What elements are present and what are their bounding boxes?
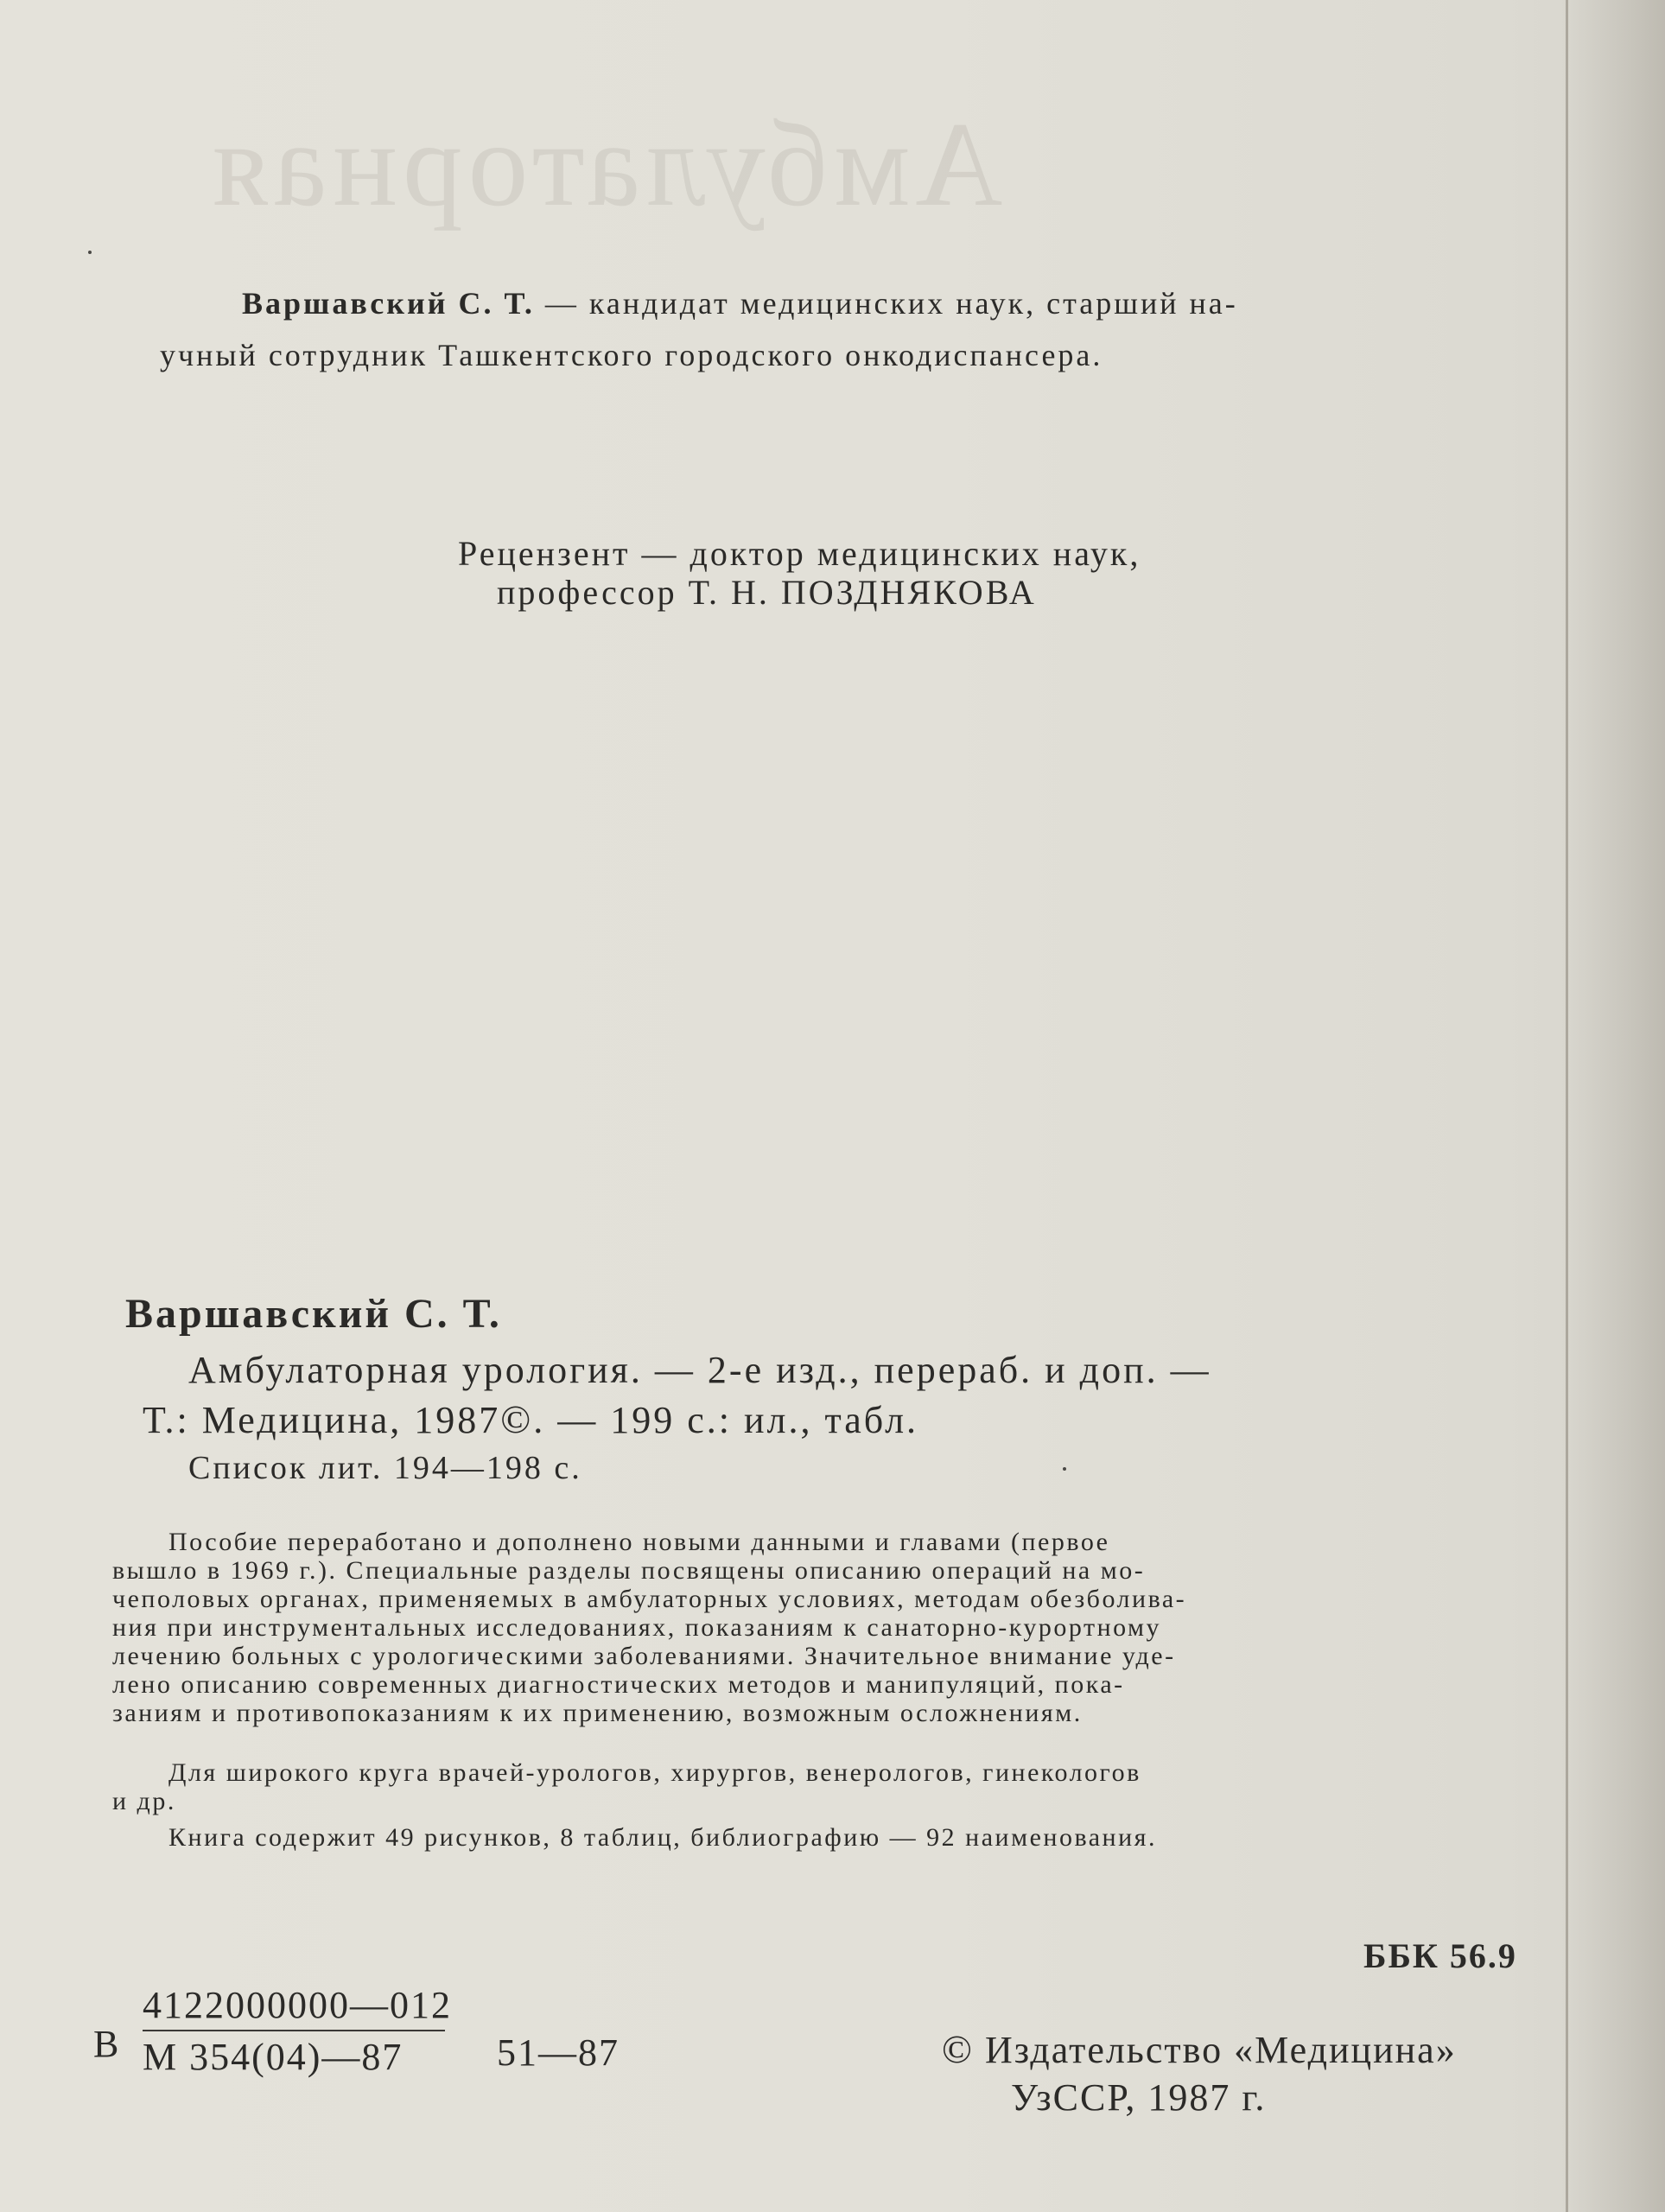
- footer-publisher-line-2: УзССР, 1987 г.: [1011, 2076, 1267, 2119]
- show-through-title: Амбулаторная: [207, 98, 1003, 232]
- abstract-line: вышло в 1969 г.). Специальные разделы посвящены описанию операций на мо-: [112, 1556, 1146, 1585]
- abstract-line: Для широкого круга врачей-урологов, хирургов, венерологов, гинекологов: [168, 1758, 1141, 1787]
- footer-publisher-line-1: [942, 2026, 1457, 2072]
- biblio-line-1: Амбулаторная урология. — 2-е изд., перераб. и доп. —: [188, 1349, 1211, 1391]
- abstract-line: заниям и противопоказаниям к их применению, возможным осложнениям.: [112, 1699, 1083, 1727]
- paper-speck: [1063, 1467, 1066, 1471]
- biblio-author: Варшавский С. Т.: [125, 1291, 502, 1337]
- copyright-icon: ©: [942, 2027, 974, 2071]
- bbk-index: ББК 56.9: [1363, 1936, 1517, 1975]
- abstract-line: ния при инструментальных исследованиях, показаниям к санаторно-курортному: [112, 1613, 1162, 1642]
- abstract-line: чеполовых органах, применяемых в амбулаторных условиях, методам обезболива-: [112, 1585, 1187, 1613]
- page-edge-shadow: [1561, 0, 1665, 2212]
- biblio-line-2: [143, 1396, 918, 1442]
- publisher-name: Издательство «Медицина»: [984, 2029, 1457, 2071]
- footer-letter: В: [93, 2023, 121, 2065]
- biblio-publisher: Т.: Медицина, 1987: [143, 1399, 501, 1441]
- footer-code: 51—87: [497, 2031, 620, 2074]
- abstract-line: лечению больных с урологическими заболеваниями. Значительное внимание уде-: [112, 1642, 1176, 1670]
- abstract-line: лено описанию современных диагностических методов и манипуляций, пока-: [112, 1670, 1125, 1699]
- paper-speck: [88, 251, 92, 254]
- footer-numerator: 4122000000—012: [143, 1984, 452, 2026]
- author-info-line-2: учный сотрудник Ташкентского городского онкодиспансера.: [160, 338, 1103, 372]
- biblio-pages: . — 199 с.: ил., табл.: [533, 1399, 919, 1441]
- reviewer-line-2: профессор Т. Н. ПОЗДНЯКОВА: [497, 573, 1037, 612]
- page-fold-line: [1566, 0, 1568, 2212]
- biblio-line-3: Список лит. 194—198 с.: [188, 1450, 582, 1486]
- reviewer-line-1: Рецензент — доктор медицинских наук,: [458, 534, 1141, 573]
- fraction-rule: [143, 2030, 445, 2031]
- author-info-name: Варшавский С. Т.: [242, 286, 535, 321]
- copyright-icon: ©: [500, 1397, 534, 1441]
- abstract-line: и др.: [112, 1787, 176, 1815]
- abstract-line: Пособие переработано и дополнено новыми данными и главами (первое: [168, 1528, 1110, 1556]
- footer-denominator: М 354(04)—87: [143, 2036, 404, 2078]
- author-info-rest: — кандидат медицинских наук, старший на-: [534, 286, 1238, 321]
- abstract-line: Книга содержит 49 рисунков, 8 таблиц, библиографию — 92 наименования.: [168, 1823, 1157, 1852]
- author-info-line-1: [242, 285, 1238, 321]
